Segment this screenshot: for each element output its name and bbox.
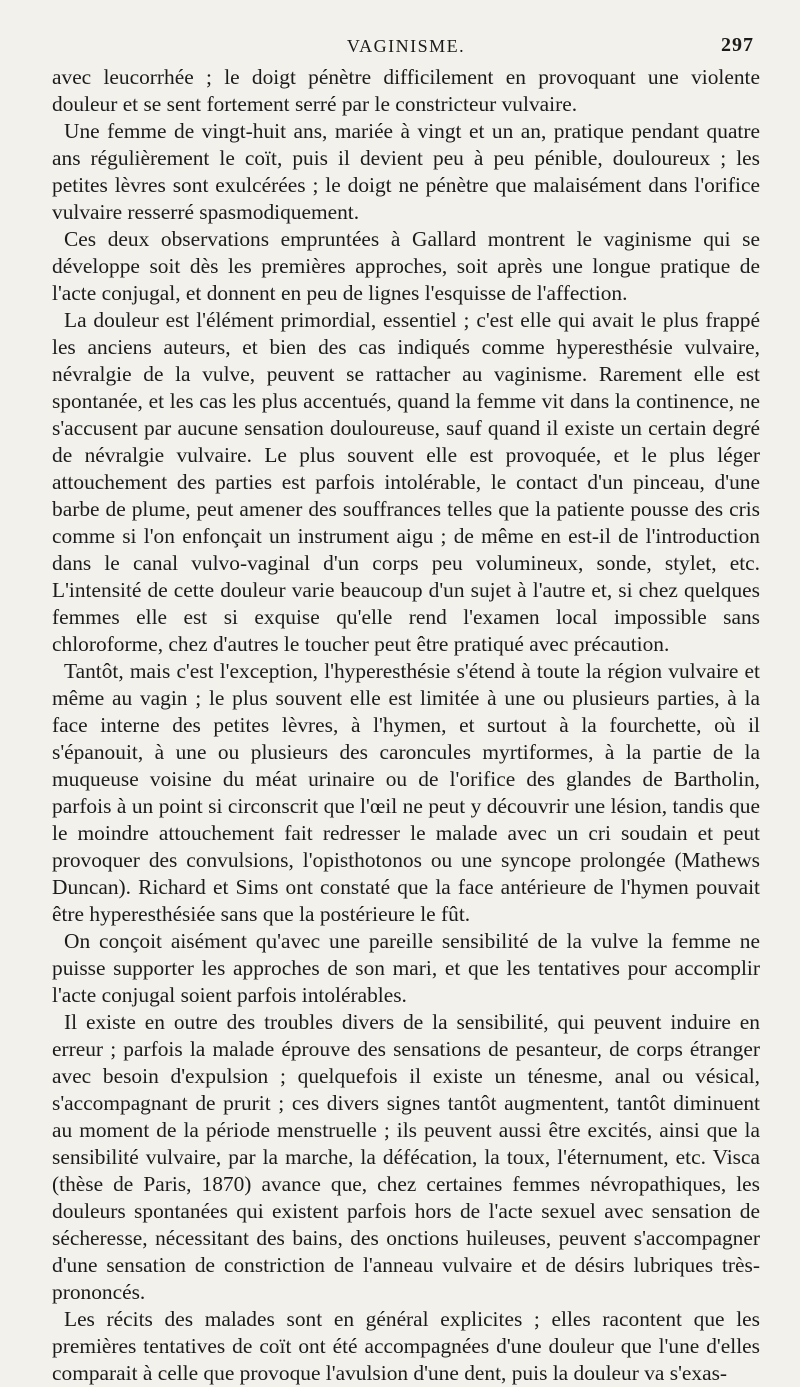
paragraph: On conçoit aisément qu'avec une pareille sensibilité de la vulve la femme ne puisse supporter les approches de son mari, et que les tentatives pour accomplir l'acte conjugal soient parfois intolérables. xyxy=(52,929,760,1007)
paragraph: Les récits des malades sont en général explicites ; elles racontent que les premières tentatives de coït ont été accompagnées d'une douleur que l'une d'elles comparait à celle que provoque l'avulsion d'une dent, puis la douleur va s'exas- xyxy=(52,1307,760,1385)
paragraph: avec leucorrhée ; le doigt pénètre difficilement en provoquant une violente douleur et se sent fortement serré par le constricteur vulvaire. xyxy=(52,65,760,116)
paragraph: Une femme de vingt-huit ans, mariée à vingt et un an, pratique pendant quatre ans régulièrement le coït, puis il devient peu à peu pénible, douloureux ; les petites lèvres sont exulcérées ; le doigt ne pénètre que malaisément dans l'orifice vulvaire resserré spasmodiquement. xyxy=(52,119,760,224)
paragraph: Tantôt, mais c'est l'exception, l'hyperesthésie s'étend à toute la région vulvaire et même au vagin ; le plus souvent elle est limitée à une ou plusieurs parties, à la face interne des petites lèvres, à l'hymen, et surtout à la fourchette, où il s'épanouit, à une ou plusieurs des caroncules myrtiformes, à la partie de la muqueuse voisine du méat urinaire ou de l'orifice des glandes de Bartholin, parfois à un point si circonscrit que l'œil ne peut y découvrir une lésion, tandis que le moindre attouchement fait redresser le malade avec un cri soudain et peut provoquer des convulsions, l'opisthotonos ou une syncope prolongée (Mathews Duncan). Richard et Sims ont constaté que la face antérieure de l'hymen pouvait être hyperesthésiée sans que la postérieure le fût. xyxy=(52,659,760,926)
paragraph: La douleur est l'élément primordial, essentiel ; c'est elle qui avait le plus frappé les anciens auteurs, et bien des cas indiqués comme hyperesthésie vulvaire, névralgie de la vulve, peuvent se rattacher au vaginisme. Rarement elle est spontanée, et les cas les plus accentués, quand la femme vit dans la continence, ne s'accusent par aucune sensation douloureuse, sauf quand il existe un certain degré de névralgie vulvaire. Le plus souvent elle est provoquée, et le plus léger attouchement des parties est parfois intolérable, le contact d'un pinceau, d'une barbe de plume, peut amener des souffrances telles que la patiente pousse des cris comme si l'on enfonçait un instrument aigu ; de même en est-il de l'introduction dans le canal vulvo-vaginal d'un corps peu volumineux, sonde, stylet, etc. L'intensité de cette douleur varie beaucoup d'un sujet à l'autre et, si chez quelques femmes elle est si exquise qu'elle rend l'examen local impossible sans chloroforme, chez d'autres le toucher peut être pratiqué avec précaution. xyxy=(52,308,760,656)
page-header xyxy=(52,30,760,64)
body-text xyxy=(52,64,760,1387)
page-number: 297 xyxy=(721,34,754,56)
running-title: VAGINISME. xyxy=(346,36,466,56)
paragraph: Ces deux observations empruntées à Gallard montrent le vaginisme qui se développe soit dès les premières approches, soit après une longue pratique de l'acte conjugal, et donnent en peu de lignes l'esquisse de l'affection. xyxy=(52,227,760,305)
paragraph: Il existe en outre des troubles divers de la sensibilité, qui peuvent induire en erreur ; parfois la malade éprouve des sensations de pesanteur, de corps étranger avec besoin d'expulsion ; quelquefois il existe un ténesme, anal ou vésical, s'accompagnant de prurit ; ces divers signes tantôt augmentent, tantôt diminuent au moment de la période menstruelle ; ils peuvent aussi être excités, ainsi que la sensibilité vulvaire, par la marche, la défécation, la toux, l'éternument, etc. Visca (thèse de Paris, 1870) avance que, chez certaines femmes névropathiques, les douleurs spontanées qui existent parfois hors de l'acte sexuel avec sensation de sécheresse, nécessitant des bains, des onctions huileuses, peuvent s'accompagner d'une sensation de constriction de l'anneau vulvaire et de désirs lubriques très-prononcés. xyxy=(52,1010,760,1304)
